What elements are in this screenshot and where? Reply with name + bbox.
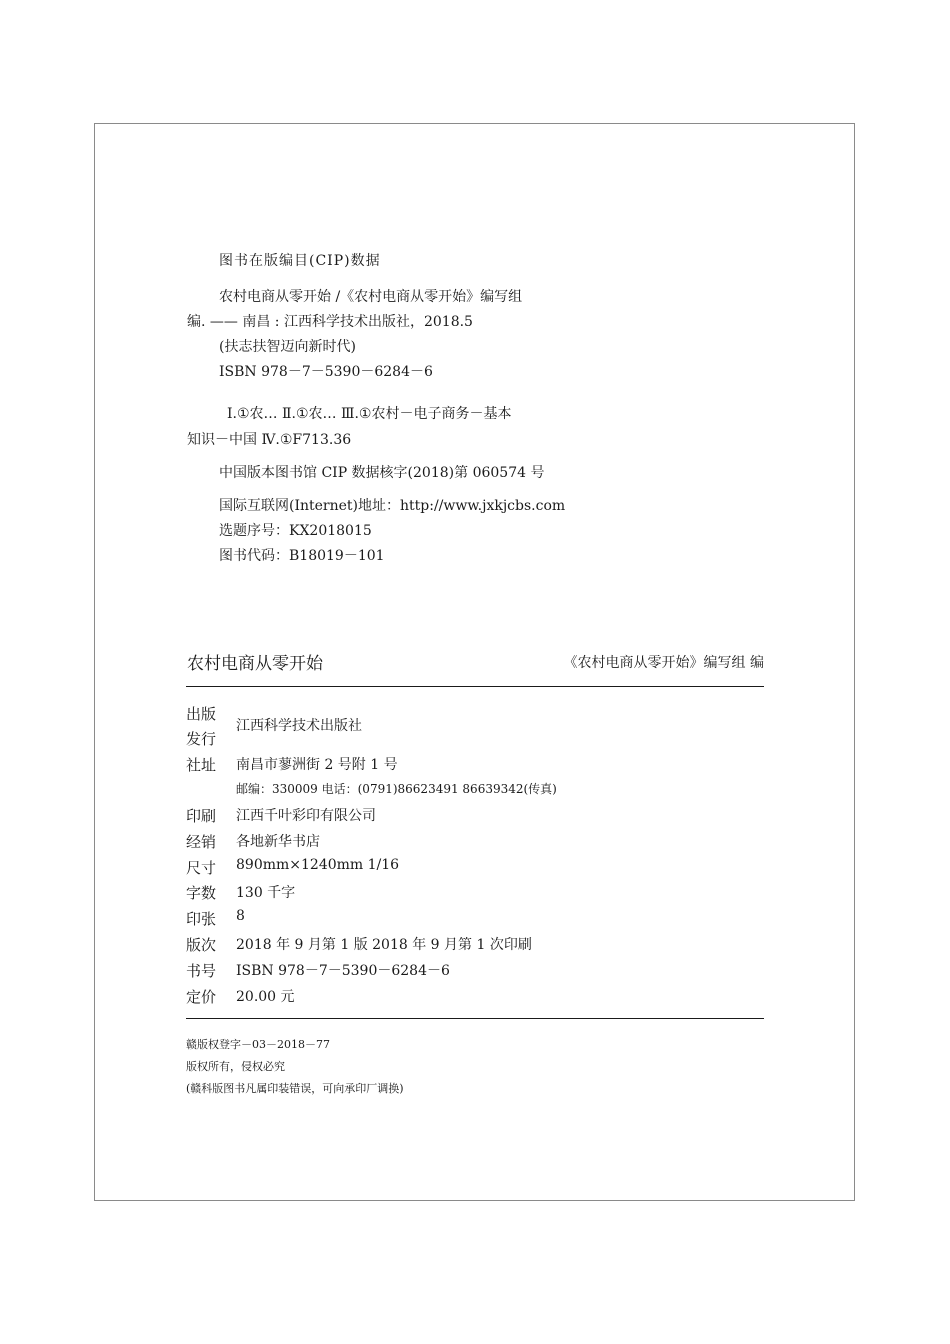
isbn-label: 书号 <box>186 962 217 980</box>
isbn-value: ISBN 978－7－5390－6284－6 <box>236 963 450 979</box>
publisher-label-2: 发行 <box>186 730 217 748</box>
book-title: 农村电商从零开始 <box>187 654 323 674</box>
size-value: 890mm×1240mm 1/16 <box>236 857 400 873</box>
words-label: 字数 <box>186 884 217 902</box>
bottom-rule <box>186 1018 764 1019</box>
cip-line-series: (扶志扶智迈向新时代) <box>219 339 356 355</box>
address-value: 南昌市蓼洲街 2 号附 1 号 <box>236 757 398 773</box>
distributor-value: 各地新华书店 <box>236 834 320 850</box>
publisher-label-1: 出版 <box>186 705 217 723</box>
distributor-label: 经销 <box>186 833 217 851</box>
printing-error-notice: (赣科版图书凡属印装错误，可向承印厂调换) <box>186 1082 404 1095</box>
cip-line-website: 国际互联网(Internet)地址：http://www.jxkjcbs.com <box>219 498 566 514</box>
cip-line-isbn: ISBN 978－7－5390－6284－6 <box>219 364 433 380</box>
rights-statement: 版权所有，侵权必究 <box>186 1060 285 1073</box>
publisher-value: 江西科学技术出版社 <box>236 718 362 734</box>
printer-value: 江西千叶彩印有限公司 <box>236 808 376 824</box>
contact-value: 邮编：330009 电话：(0791)86623491 86639342(传真) <box>236 782 557 796</box>
edition-label: 版次 <box>186 936 217 954</box>
cip-line-book-code: 图书代码：B18019－101 <box>219 548 385 564</box>
price-value: 20.00 元 <box>236 989 295 1005</box>
book-author: 《农村电商从零开始》编写组 编 <box>563 655 764 671</box>
cip-heading: 图书在版编目(CIP)数据 <box>219 253 381 269</box>
cip-line-classification: 知识－中国 Ⅳ.①F713.36 <box>187 432 352 448</box>
copyright-registration: 赣版权登字－03－2018－77 <box>186 1038 330 1051</box>
size-label: 尺寸 <box>186 859 217 877</box>
cip-line-topic-number: 选题序号：KX2018015 <box>219 523 372 539</box>
edition-value: 2018 年 9 月第 1 版 2018 年 9 月第 1 次印刷 <box>236 937 532 953</box>
sheets-label: 印张 <box>186 910 217 928</box>
address-label: 社址 <box>186 756 217 774</box>
words-value: 130 千字 <box>236 885 296 901</box>
printer-label: 印刷 <box>186 807 217 825</box>
cip-line-title: 农村电商从零开始 /《农村电商从零开始》编写组 <box>219 289 523 305</box>
price-label: 定价 <box>186 988 217 1006</box>
top-rule <box>186 686 764 687</box>
sheets-value: 8 <box>236 908 245 924</box>
cip-line-publisher: 编. —— 南昌 : 江西科学技术出版社，2018.5 <box>187 314 473 330</box>
cip-line-subjects: Ⅰ.①农… Ⅱ.①农… Ⅲ.①农村－电子商务－基本 <box>227 406 512 422</box>
cip-line-record-number: 中国版本图书馆 CIP 数据核字(2018)第 060574 号 <box>219 465 545 481</box>
